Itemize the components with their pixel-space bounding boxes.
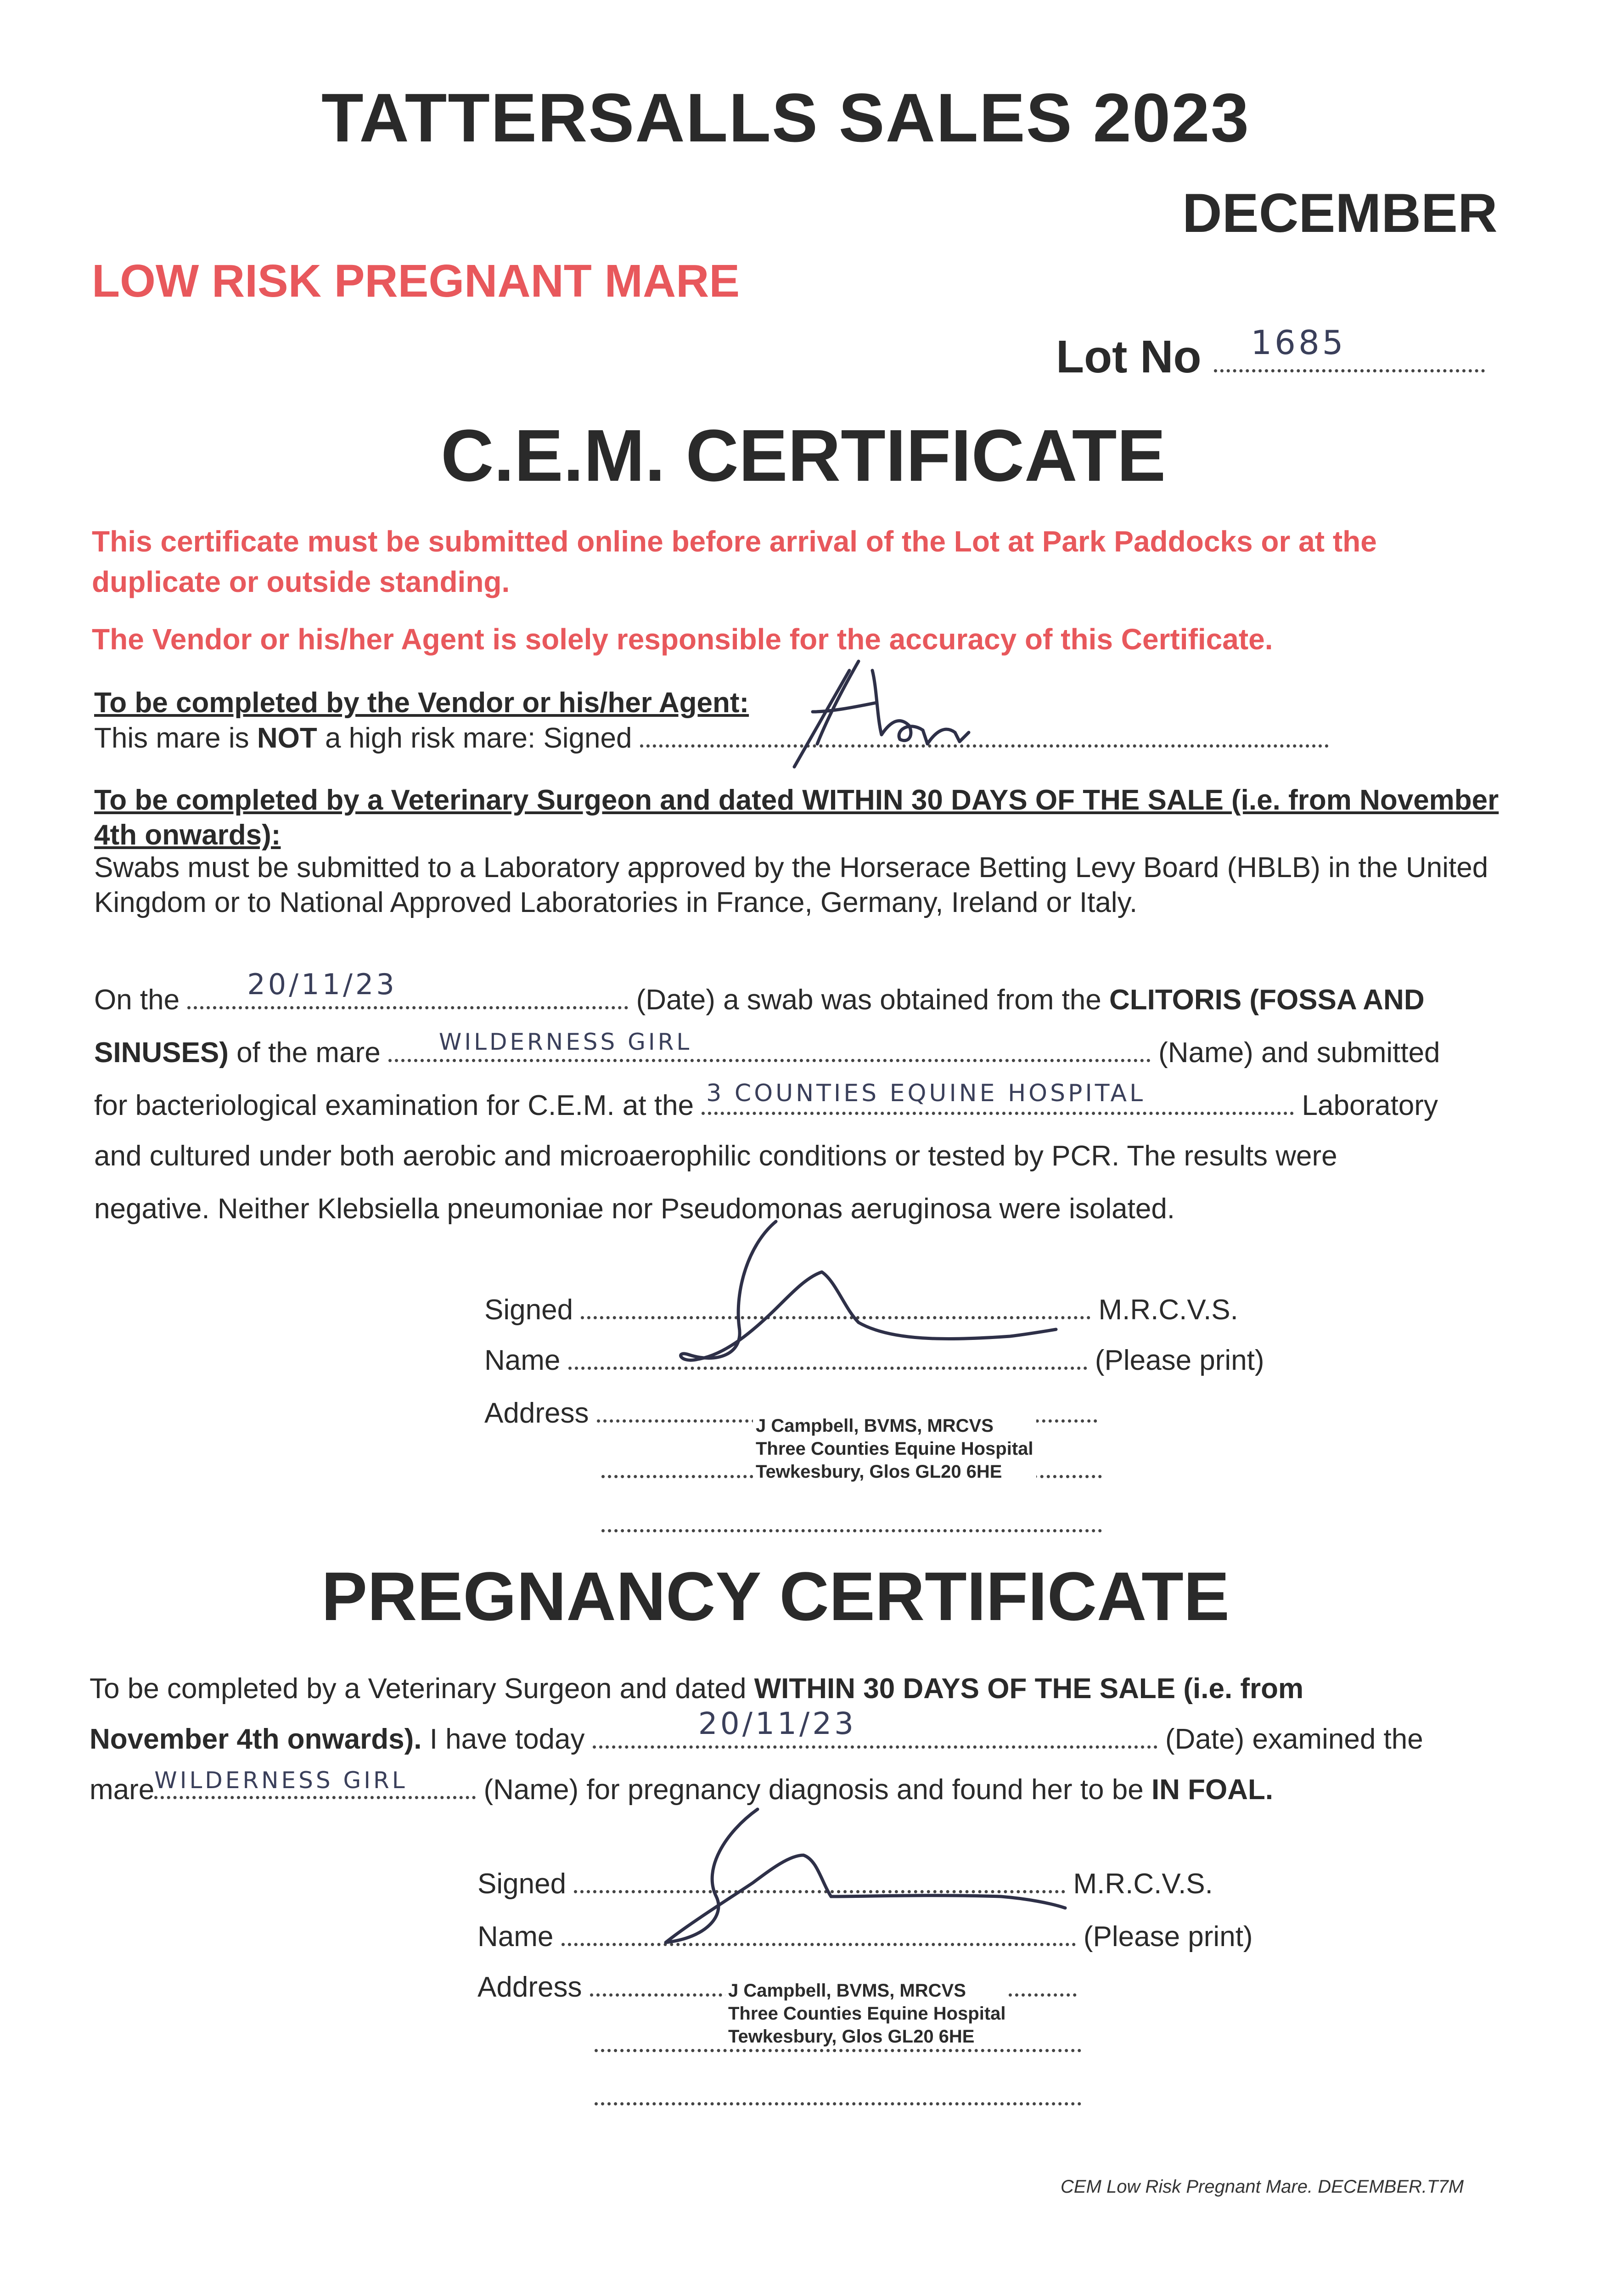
vendor-heading: To be completed by the Vendor or his/her Agent: <box>94 687 749 719</box>
sales-title: TATTERSALLS SALES 2023 <box>321 79 1250 156</box>
cem-lab-value[interactable]: 3 COUNTIES EQUINE HOSPITAL <box>706 1080 1146 1107</box>
preg-name-row: Name (Please print) <box>477 1921 1253 1953</box>
preg-line-3: mare WILDERNESS GIRL (Name) for pregnancy diagnosis and found her to be IN FOAL. <box>90 1773 1273 1807</box>
preg-address-row: Address <box>477 1970 1077 2005</box>
vendor-signature-line[interactable] <box>640 744 1329 748</box>
swab-text: Swabs must be submitted to a Laboratory approved by the Horserace Betting Levy Board (HBLB) in the United Kingdom or to National Approved Laboratories in France, Germany, Ireland or Italy. <box>94 852 1488 918</box>
vendor-signature <box>785 652 978 776</box>
preg-address-line-3[interactable] <box>595 2102 1081 2105</box>
preg-signed-row: Signed M.R.C.V.S. <box>477 1868 1213 1900</box>
cem-heading: C.E.M. CERTIFICATE <box>441 414 1166 496</box>
preg-vet-signature <box>652 1805 1093 1956</box>
footer-code: CEM Low Risk Pregnant Mare. DECEMBER.T7M <box>1061 2177 1464 2197</box>
lot-value: 1685 <box>1251 323 1346 362</box>
cem-mare-name[interactable]: WILDERNESS GIRL <box>438 1029 692 1055</box>
preg-line-2: November 4th onwards). I have today 20/11/23 (Date) examined the <box>90 1706 1423 1755</box>
month-label: DECEMBER <box>1182 182 1498 244</box>
cem-address-row: Address <box>484 1396 1097 1431</box>
lab-line: for bacteriological examination for C.E.M. at the 3 COUNTIES EQUINE HOSPITAL Laboratory <box>94 1088 1438 1123</box>
vet-heading: To be completed by a Veterinary Surgeon and dated WITHIN 30 DAYS OF THE SALE (i.e. from November 4th onwards): <box>94 784 1499 851</box>
cem-notice-1: This certificate must be submitted online before arrival of the Lot at Park Paddocks or at the duplicate or outside standing. <box>92 525 1377 598</box>
lot-label: Lot No <box>1056 331 1202 383</box>
cem-notice-2: The Vendor or his/her Agent is solely responsible for the accuracy of this Certificate. <box>92 623 1273 656</box>
lot-number <box>1056 323 1485 383</box>
cem-vet-stamp: J Campbell, BVMS, MRCVS Three Counties Equine Hospital Tewkesbury, Glos GL20 6HE <box>753 1414 1036 1483</box>
category-label: LOW RISK PREGNANT MARE <box>92 255 740 307</box>
vendor-statement: This mare is NOT a high risk mare: Signed <box>94 721 1329 756</box>
preg-address-line-2[interactable] <box>595 2049 1081 2052</box>
mare-line: SINUSES) of the mare WILDERNESS GIRL (Name) and submitted <box>94 1035 1440 1070</box>
cem-signed-row: Signed M.R.C.V.S. <box>484 1294 1238 1326</box>
cem-date-value[interactable]: 20/11/23 <box>247 968 397 1001</box>
preg-date-value[interactable]: 20/11/23 <box>698 1706 857 1741</box>
negative-line: negative. Neither Klebsiella pneumoniae nor Pseudomonas aeruginosa were isolated. <box>94 1193 1175 1225</box>
cultured-line: and cultured under both aerobic and microaerophilic conditions or tested by PCR. The results were <box>94 1140 1337 1172</box>
preg-vet-stamp: J Campbell, BVMS, MRCVS Three Counties Equine Hospital Tewkesbury, Glos GL20 6HE <box>725 1979 1009 2048</box>
cem-name-row: Name (Please print) <box>484 1345 1264 1376</box>
cem-vet-signature <box>661 1217 1074 1382</box>
preg-line-1: To be completed by a Veterinary Surgeon and dated WITHIN 30 DAYS OF THE SALE (i.e. from <box>90 1673 1304 1705</box>
pregnancy-heading: PREGNANCY CERTIFICATE <box>321 1558 1230 1635</box>
cem-address-line-3[interactable] <box>601 1529 1102 1532</box>
date-line: On the 20/11/23 (Date) a swab was obtained from the CLITORIS (FOSSA AND <box>94 968 1425 1016</box>
preg-mare-name[interactable]: WILDERNESS GIRL <box>154 1767 408 1794</box>
